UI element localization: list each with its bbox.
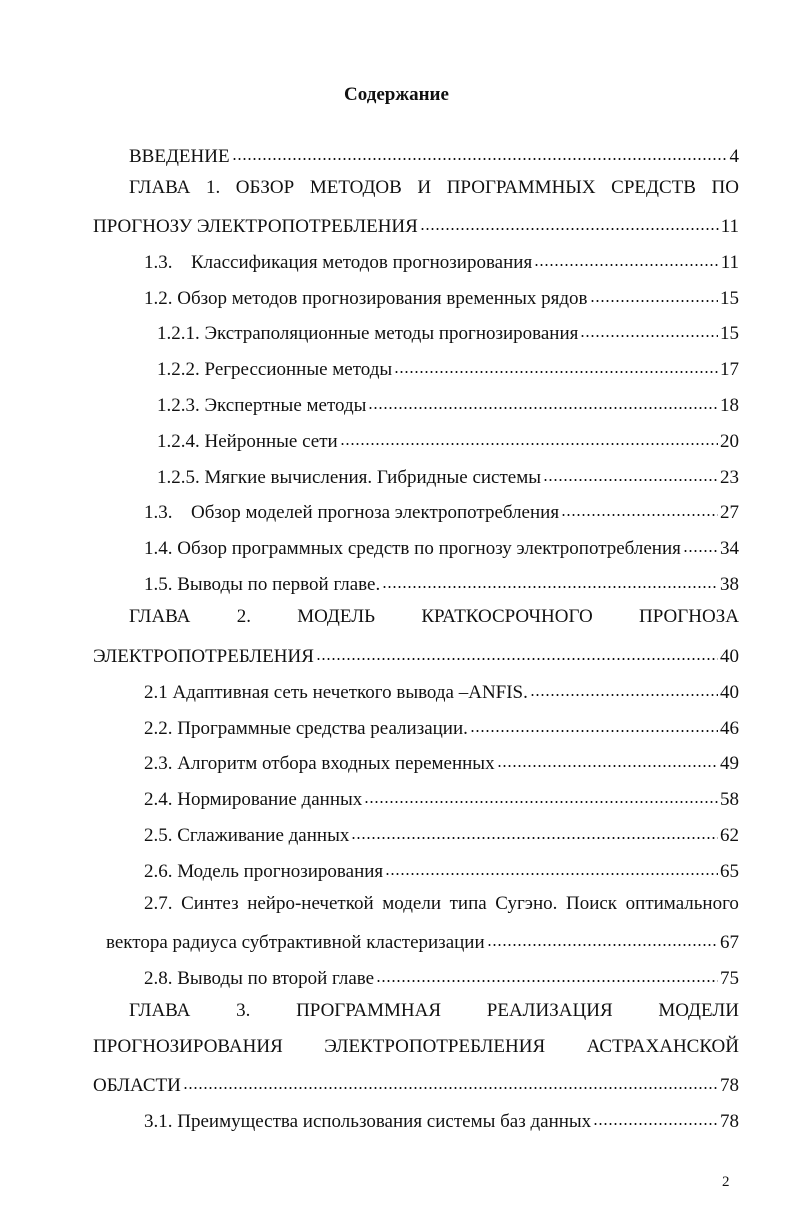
toc-entry-text: Обзор моделей прогноза электропотребления — [191, 502, 560, 523]
toc-entry-text: ЭЛЕКТРОПОТРЕБЛЕНИЯ — [93, 646, 314, 667]
toc-entry-2-7-line-1[interactable] — [144, 891, 739, 917]
word: 2.7. — [144, 893, 173, 914]
toc-page-number: 78 — [720, 1111, 739, 1132]
leader-dots — [420, 210, 719, 232]
toc-entry-text: 2.4. Нормирование данных — [144, 789, 363, 810]
word: ГЛАВА — [129, 1000, 191, 1021]
toc-section-number: 1.3. — [144, 502, 173, 523]
leader-dots — [530, 676, 718, 698]
toc-entry-text: 1.2.3. Экспертные методы — [157, 395, 367, 416]
leader-dots — [368, 389, 718, 411]
leader-dots — [580, 317, 718, 339]
word: РЕАЛИЗАЦИЯ — [486, 1000, 613, 1021]
toc-page-number: 17 — [720, 359, 739, 380]
toc-chapter-3-line-3[interactable] — [93, 1069, 739, 1095]
toc-entry-text: ОБЛАСТИ — [93, 1075, 181, 1096]
toc-chapter-3-line-2[interactable] — [93, 1034, 739, 1060]
leader-dots — [394, 353, 718, 375]
toc-entry-1-5[interactable] — [144, 568, 739, 594]
toc-section-number: 1.3. — [144, 252, 173, 273]
leader-dots — [316, 640, 718, 662]
word: Синтез — [181, 893, 239, 914]
toc-entry-text: 2.6. Модель прогнозирования — [144, 861, 384, 882]
toc-page-number: 15 — [720, 288, 739, 309]
toc-entry-2-2[interactable] — [144, 712, 739, 738]
word: ГЛАВА — [129, 606, 191, 627]
word: АСТРАХАНСКОЙ — [586, 1036, 739, 1057]
toc-entry-1-2-4[interactable] — [157, 425, 739, 451]
toc-page-number: 67 — [720, 932, 739, 953]
leader-dots — [534, 246, 719, 268]
toc-entry-text: 1.5. Выводы по первой главе. — [144, 574, 381, 595]
toc-entry-1-1[interactable] — [144, 246, 739, 272]
leader-dots — [593, 1105, 718, 1127]
page-number: 2 — [722, 1174, 730, 1190]
toc-entry-text: 2.1 Адаптивная сеть нечеткого вывода –ANFIS. — [144, 682, 528, 703]
toc-entry-text: ПРОГНОЗУ ЭЛЕКТРОПОТРЕБЛЕНИЯ — [93, 216, 418, 237]
toc-entry-1-4[interactable] — [144, 532, 739, 558]
word: 3. — [236, 1000, 251, 1021]
toc-page-number: 49 — [720, 753, 739, 774]
leader-dots — [364, 783, 718, 805]
toc-entry-1-2-3[interactable] — [157, 389, 739, 415]
word: Поиск — [565, 893, 618, 914]
leader-dots — [376, 962, 718, 984]
toc-page-number: 38 — [720, 574, 739, 595]
toc-entry-1-2-2[interactable] — [157, 353, 739, 379]
toc-page-number: 18 — [720, 395, 739, 416]
toc-entry-text: Классификация методов прогнозирования — [191, 252, 533, 273]
leader-dots — [497, 747, 718, 769]
word: ПРОГНОЗИРОВАНИЯ — [93, 1036, 283, 1057]
toc-page-number: 40 — [720, 682, 739, 703]
toc-page-number: 11 — [720, 216, 739, 237]
toc-entry-text: 1.4. Обзор программных средств по прогнозу электропотребления — [144, 538, 681, 559]
toc-page-number: 78 — [720, 1075, 739, 1096]
word: ПО — [711, 177, 739, 198]
toc-entry-2-5[interactable] — [144, 819, 739, 845]
toc-entry-1-2[interactable] — [144, 282, 739, 308]
word: ГЛАВА — [129, 177, 191, 198]
toc-entry-text: 1.2.4. Нейронные сети — [157, 431, 338, 452]
toc-page-number: 62 — [720, 825, 739, 846]
toc-entry-2-3[interactable] — [144, 747, 739, 773]
word: 2. — [236, 606, 251, 627]
word: Сугэно. — [495, 893, 558, 914]
word: СРЕДСТВ — [611, 177, 696, 198]
leader-dots — [340, 425, 718, 447]
toc-entry-intro[interactable] — [129, 140, 739, 166]
toc-chapter-2-line-1[interactable] — [129, 604, 739, 630]
page-title: Содержание — [344, 84, 449, 105]
word: модели — [382, 893, 441, 914]
leader-dots — [487, 926, 718, 948]
word: КРАТКОСРОЧНОГО — [421, 606, 593, 627]
word: ЭЛЕКТРОПОТРЕБЛЕНИЯ — [324, 1036, 546, 1057]
toc-page-number: 15 — [720, 323, 739, 344]
leader-dots — [590, 282, 718, 304]
leader-dots — [561, 496, 718, 518]
leader-dots — [470, 712, 718, 734]
toc-entry-2-4[interactable] — [144, 783, 739, 809]
toc-entry-text: вектора радиуса субтрактивной кластеризации — [106, 932, 485, 953]
word: оптимального — [625, 893, 739, 914]
toc-entry-2-8[interactable] — [144, 962, 739, 988]
toc-page-number: 75 — [720, 968, 739, 989]
toc-page-number: 65 — [720, 861, 739, 882]
word: МОДЕЛИ — [658, 1000, 739, 1021]
toc-entry-1-3[interactable] — [144, 496, 739, 522]
toc-entry-text: 2.8. Выводы по второй главе — [144, 968, 375, 989]
leader-dots — [183, 1069, 718, 1091]
toc-entry-3-1[interactable] — [144, 1105, 739, 1131]
toc-page-number: 4 — [729, 146, 739, 167]
toc-chapter-1-line-1[interactable] — [129, 175, 739, 201]
toc-chapter-1-line-2[interactable] — [93, 210, 739, 236]
leader-dots — [385, 855, 718, 877]
word: нейро-нечеткой — [247, 893, 374, 914]
toc-entry-text: 1.2.2. Регрессионные методы — [157, 359, 393, 380]
word: МЕТОДОВ — [309, 177, 402, 198]
toc-entry-text: 2.2. Программные средства реализации. — [144, 718, 468, 739]
toc-entry-text: 1.2.5. Мягкие вычисления. Гибридные системы — [157, 467, 541, 488]
toc-entry-2-1[interactable] — [144, 676, 739, 702]
toc-page-number: 34 — [720, 538, 739, 559]
word: И — [417, 177, 432, 198]
leader-dots — [382, 568, 718, 590]
word: типа — [449, 893, 487, 914]
leader-dots — [683, 532, 718, 554]
leader-dots — [543, 461, 718, 483]
toc-chapter-2-line-2[interactable] — [93, 640, 739, 666]
leader-dots — [232, 140, 728, 162]
toc-page-number: 58 — [720, 789, 739, 810]
toc-page-number: 46 — [720, 718, 739, 739]
word: ОБЗОР — [235, 177, 295, 198]
word: ПРОГНОЗА — [639, 606, 739, 627]
toc-entry-text: 2.5. Сглаживание данных — [144, 825, 350, 846]
toc-page-number: 27 — [720, 502, 739, 523]
word: 1. — [205, 177, 221, 198]
toc-page-number: 40 — [720, 646, 739, 667]
toc-page-number: 20 — [720, 431, 739, 452]
toc-entry-text: 3.1. Преимущества использования системы баз данных — [144, 1111, 592, 1132]
toc-entry-text: ВВЕДЕНИЕ — [129, 146, 230, 167]
toc-entry-1-2-1[interactable] — [157, 317, 739, 343]
word: МОДЕЛЬ — [297, 606, 376, 627]
toc-entry-text: 1.2. Обзор методов прогнозирования временных рядов — [144, 288, 588, 309]
toc-entry-text: 1.2.1. Экстраполяционные методы прогнозирования — [157, 323, 579, 344]
toc-chapter-3-line-1[interactable] — [129, 998, 739, 1024]
toc-page-number: 23 — [720, 467, 739, 488]
word: ПРОГРАММНАЯ — [296, 1000, 442, 1021]
toc-entry-2-7-line-2[interactable] — [106, 926, 739, 952]
word: ПРОГРАММНЫХ — [446, 177, 596, 198]
toc-entry-1-2-5[interactable] — [157, 461, 739, 487]
toc-entry-2-6[interactable] — [144, 855, 739, 881]
toc-page-number: 11 — [720, 252, 739, 273]
leader-dots — [351, 819, 718, 841]
toc-entry-text: 2.3. Алгоритм отбора входных переменных — [144, 753, 495, 774]
